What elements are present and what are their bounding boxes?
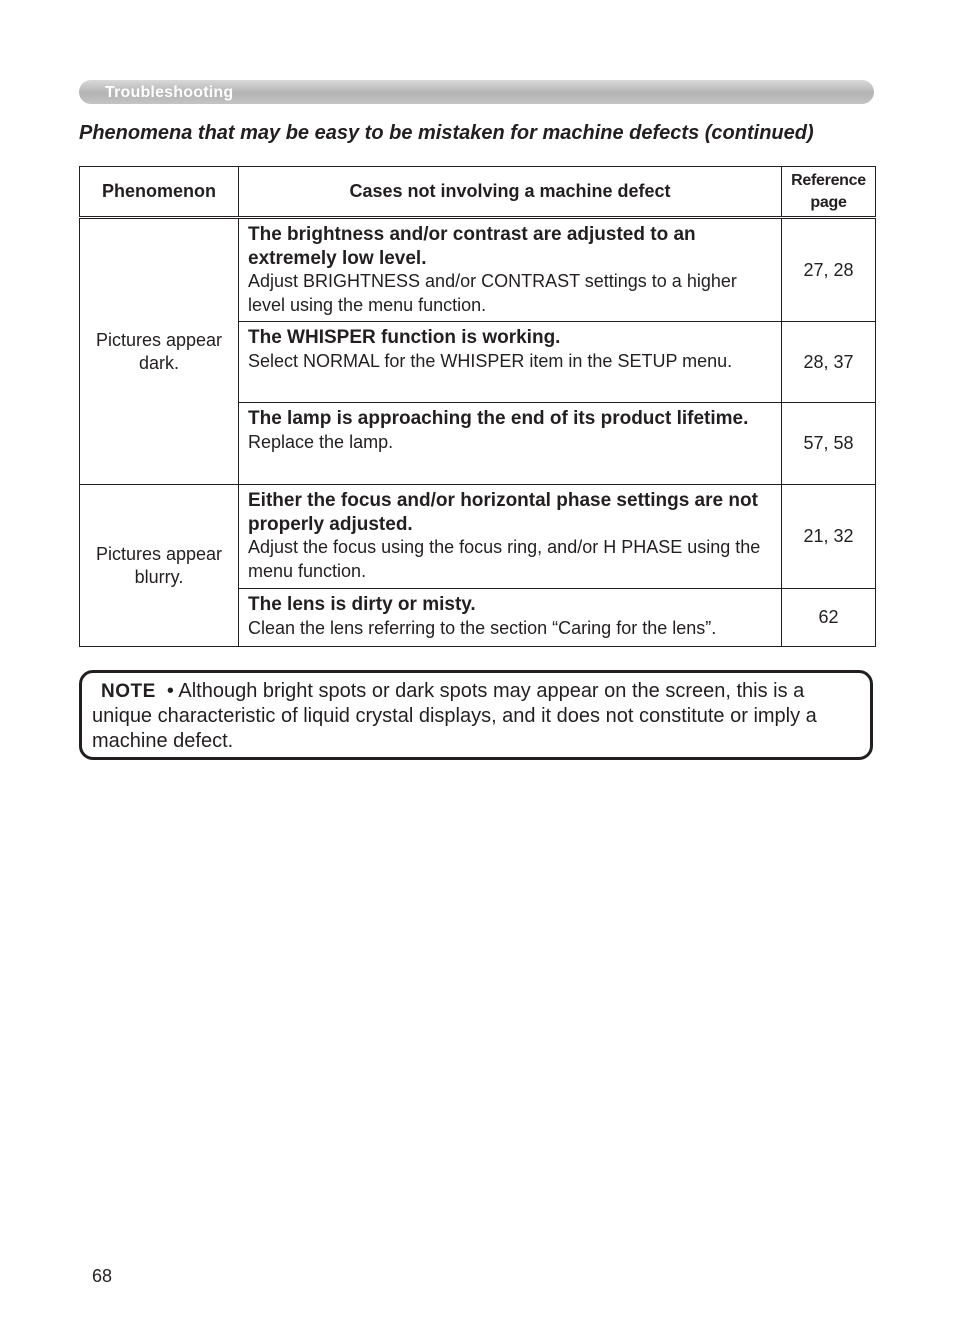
reference-cell: 28, 37 — [782, 322, 876, 403]
reference-cell: 57, 58 — [782, 403, 876, 485]
case-description: Select NORMAL for the WHISPER item in the SETUP menu. — [248, 350, 733, 371]
column-header-reference — [782, 167, 876, 218]
note-text: • Although bright spots or dark spots may appear on the screen, this is a unique characteristic of liquid crystal displays, and it does not constitute or imply a machine defect. — [92, 680, 817, 752]
case-cell — [239, 218, 782, 322]
phenomenon-text: Pictures appear dark. — [95, 329, 223, 373]
reference-cell: 62 — [782, 589, 876, 647]
phenomenon-text: Pictures appear blurry. — [95, 543, 223, 587]
reference-cell: 21, 32 — [782, 485, 876, 589]
column-header-reference-line1: Reference — [791, 171, 866, 189]
column-header-reference-line2: page — [810, 193, 847, 211]
case-title: The WHISPER function is working. — [248, 327, 561, 348]
case-cell — [239, 322, 782, 403]
case-cell — [239, 485, 782, 589]
case-cell — [239, 589, 782, 647]
table-row — [80, 218, 876, 322]
phenomenon-cell — [80, 485, 239, 647]
case-title: The lamp is approaching the end of its product lifetime. — [248, 408, 749, 429]
table-header-row — [80, 167, 876, 218]
phenomenon-cell — [80, 218, 239, 485]
case-title: The brightness and/or contrast are adjusted to an extremely low level. — [248, 224, 696, 269]
case-title: Either the focus and/or horizontal phase settings are not properly adjusted. — [248, 490, 758, 535]
table-row — [80, 485, 876, 589]
column-header-cases: Cases not involving a machine defect — [239, 167, 782, 218]
troubleshooting-table — [79, 166, 876, 647]
page-title: Phenomena that may be easy to be mistaken for machine defects (continued) — [79, 122, 814, 144]
note-paragraph — [92, 679, 862, 754]
note-box — [79, 670, 873, 760]
case-title: The lens is dirty or misty. — [248, 594, 476, 615]
case-description: Clean the lens referring to the section “Caring for the lens”. — [248, 617, 717, 638]
section-label: Troubleshooting — [105, 84, 234, 101]
column-header-phenomenon: Phenomenon — [80, 167, 239, 218]
case-cell — [239, 403, 782, 485]
section-banner — [79, 80, 874, 104]
note-label: NOTE — [101, 681, 156, 702]
reference-cell: 27, 28 — [782, 218, 876, 322]
case-description: Adjust the focus using the focus ring, and/or H PHASE using the menu function. — [248, 537, 761, 581]
page-number: 68 — [92, 1266, 113, 1286]
case-description: Adjust BRIGHTNESS and/or CONTRAST settings to a higher level using the menu function. — [248, 271, 737, 315]
case-description: Replace the lamp. — [248, 431, 394, 452]
